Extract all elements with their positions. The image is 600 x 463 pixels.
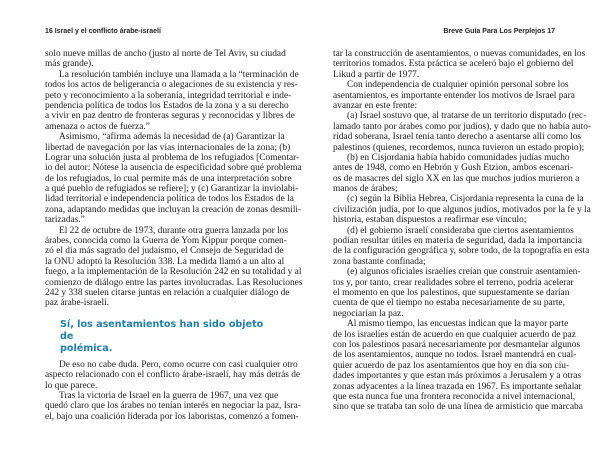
text-line: palestinos (quienes, recordemos, nunca tuvieron un estado propio);	[333, 142, 585, 153]
text-line: a vivir en paz dentro de fronteras seguras y reconocidas y libres de	[45, 111, 295, 122]
text-line: quier acuerdo de paz los asentamientos que hoy en día son ciu-	[333, 360, 570, 371]
text-line: aspecto relacionado con el conflicto árabe-israelí, hay más detrás de	[45, 370, 301, 381]
text-line: De eso no cabe duda. Pero, como ocurre con casi cualquier otro	[59, 359, 298, 370]
text-line: de los refugiados, lo cual permite más de una interpretación sobre	[45, 173, 292, 184]
running-head-right: Breve Guía Para Los Perplejos 17	[443, 28, 555, 35]
text-line: os de masacres del siglo XX en las que muchos judíos murieron a	[333, 173, 580, 184]
text-line: zona bastante confinada;	[333, 256, 426, 267]
text-line: amenaza o actos de fuerza.”	[45, 121, 150, 132]
text-line: que esta nunca fue una frontera reconocida a nivel internacional,	[333, 391, 576, 402]
text-line: tar la construcción de asentamientos, o nuevas comunidades, en los	[333, 49, 586, 59]
text-line: antes de 1948, como en Hebrón y Gush Etzion, ambos escenari-	[333, 163, 574, 174]
right-page-body	[333, 49, 592, 413]
text-line: 242 y 338 suelen citarse juntas en relación a cualquier diálogo de	[45, 287, 290, 298]
text-line: peto y reconocimiento a la soberanía, integridad territorial e inde-	[45, 90, 292, 101]
text-line: avanzar en este frente:	[333, 100, 418, 111]
text-line: ridad soberana, Israel tenía tanto derecho a asentarse allí como los	[333, 132, 582, 143]
text-line: La resolución también incluye una llamada a la “terminación de	[59, 69, 299, 80]
text-line: Likud a partir de 1977.	[333, 69, 420, 80]
text-line: zonas adyacentes a la línea trazada en 1967. Es importante señalar	[333, 381, 582, 392]
running-head-left: 16 Israel y el conflicto árabe-israelí	[45, 28, 161, 35]
text-line: podían resultar útiles en materia de seguridad, dada la importancia	[333, 236, 582, 247]
text-line: árabes, conocida como la Guerra de Yom Kippur porque comen-	[45, 236, 287, 247]
text-line: Con independencia de cualquier opinión personal sobre los	[347, 80, 569, 91]
text-line: a qué pueblo de refugiados se refiere]; y (c) Garantizar la inviolabi-	[45, 184, 299, 195]
text-line: cuenta de que el tiempo no estaba necesariamente de su parte,	[333, 298, 565, 309]
text-line: (a) Israel sostuvo que, al tratarse de un territorio disputado (rec-	[347, 111, 587, 122]
text-line: tos y, por tanto, crear realidades sobre el terreno, podría acelerar	[333, 277, 574, 288]
text-line: Al mismo tiempo, las encuestas indican que la mayor parte	[347, 319, 569, 330]
text-line: la ONU adoptó la Resolución 338. La medida llamó a un alto al	[45, 256, 285, 267]
text-line: Lograr una solución justa al problema de los refugiados [Comentar-	[45, 152, 300, 163]
section-heading	[45, 319, 268, 355]
text-line: con los palestinos pasará necesariamente por desmantelar algunos	[333, 339, 581, 350]
right-page	[300, 0, 600, 463]
text-line: manos de árabes;	[333, 184, 398, 195]
text-line: el momento en que los palestinos, que supuestamente se darían	[333, 287, 570, 298]
text-line: de los asentamientos, aunque no todos. Israel mantendrá en cual-	[333, 350, 577, 361]
text-line: libertad de navegación por las vías internacionales de la zona; (b)	[45, 142, 291, 153]
heading-line: Sí, los asentamientos han sido objeto de	[60, 318, 264, 342]
text-line: de la configuración geográfica y, sobre todo, de la topografía en esta	[333, 246, 590, 257]
text-line: pendencia política de todos los Estados de la zona y a su derecho	[45, 100, 289, 111]
text-line: (d) el gobierno israelí consideraba que ciertos asentamientos	[347, 225, 574, 236]
text-line: Asimismo, “afirma además la necesidad de (a) Garantizar la	[59, 132, 285, 143]
text-line: más grande).	[45, 59, 94, 70]
text-line: lamado tanto por árabes como por judíos), y dado que no había auto-	[333, 121, 592, 132]
left-page-body	[45, 49, 303, 422]
text-line: io del autor: Nótese la ausencia de especificidad sobre qué problema	[45, 163, 302, 174]
text-line: zona, adaptando medidas que incluyan la creación de zonas desmili-	[45, 204, 302, 215]
text-block	[45, 49, 303, 309]
text-line: asentamientos, es importante entender los motivos de Israel para	[333, 90, 575, 101]
text-line: (e) algunos oficiales israelíes creían que construir asentamien-	[347, 267, 581, 278]
text-block	[45, 359, 301, 422]
text-line: tarizadas.”	[45, 215, 85, 226]
text-line: quedó claro que los árabes no tenían interés en negociar la paz, Isra-	[45, 401, 301, 412]
text-line: negociarían la paz.	[333, 308, 404, 319]
text-line: dades importantes y que estan más próximos a Jerusalem y a otras	[333, 371, 582, 382]
text-line: sino que se trataba tan solo de una línea de armisticio que marcaba	[333, 402, 583, 413]
text-line: (c) según la Biblia Hebrea, Cisjordania representa la cuna de la	[347, 194, 584, 205]
text-line: El 22 de octubre de 1973, durante otra guerra lanzada por los	[59, 225, 289, 236]
text-line: paz árabe-israelí.	[45, 298, 110, 309]
text-line: historia, estaban dispuestos a reafirmar ese vínculo;	[333, 215, 527, 226]
text-block	[333, 49, 592, 413]
text-line: zó el día más sagrado del judaísmo, el Consejo de Seguridad de	[45, 246, 284, 257]
text-line: de los israelíes están de acuerdo en que cualquier acuerdo de paz	[333, 329, 576, 340]
text-line: lidad territorial e independencia política de todos los Estados de la	[45, 194, 294, 205]
text-line: solo nueve millas de ancho (justo al norte de Tel Aviv, su ciudad	[45, 49, 286, 59]
heading-line: polémica.	[60, 342, 113, 354]
text-line: Tras la victoria de Israel en la guerra de 1967, una vez que	[59, 390, 279, 401]
text-line: fuego, a la implementación de la Resolución 242 en su totalidad y al	[45, 267, 302, 278]
text-line: todos los actos de beligerancia o alegaciones de su existencia y res-	[45, 80, 298, 91]
text-line: (b) en Cisjordania había habido comunidades judías mucho	[347, 152, 570, 163]
text-line: el, bajo una coalición liderada por los laboristas, comenzó a fomen-	[45, 411, 299, 422]
text-line: civilización judía, por lo que algunos judíos, motivados por la fe y la	[333, 204, 591, 215]
text-line: lo que parece.	[45, 380, 98, 391]
text-line: comienzo de diálogo entre las partes involucradas. Las Resoluciones	[45, 277, 303, 288]
text-line: territorios tomados. Esta práctica se aceleró bajo el gobierno del	[333, 59, 574, 70]
